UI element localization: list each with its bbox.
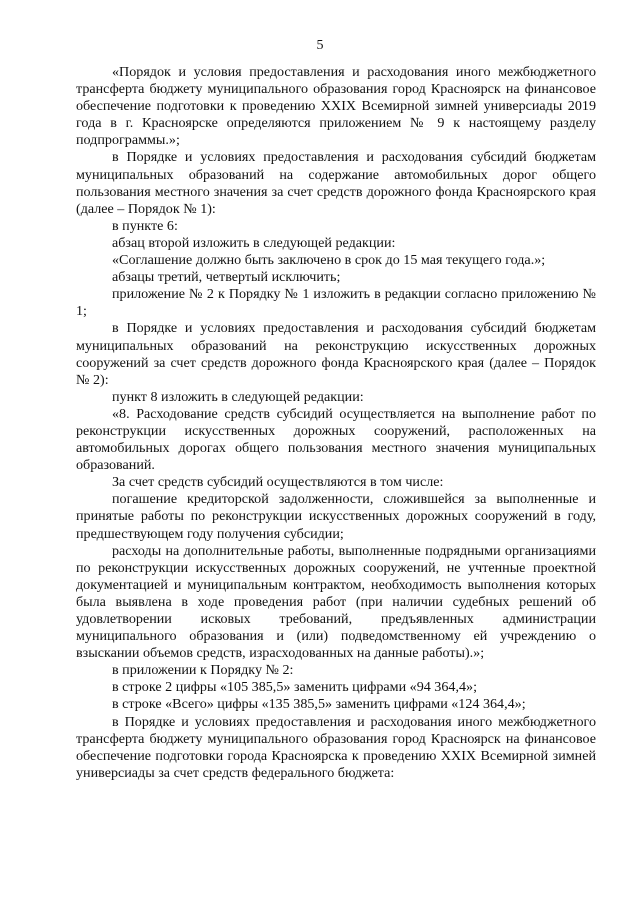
paragraph-point-8: пункт 8 изложить в следующей редакции: [112, 388, 364, 405]
paragraph-order-2-intro: в Порядке и условиях предоставления и расходования субсидий бюджетам муниципальных образований на реконструкцию искусственных дорожных сооружений за счет средств дорожного фонда Красноярского края (далее – Порядок № 2): [76, 320, 596, 388]
paragraph-federal-transfer: в Порядке и условиях предоставления и расходования иного межбюджетного трансферта бюджету муниципального образования город Красноярск на финансовое обеспечение подготовки города Красноярска к проведению XXIX Всемирной зимней универсиады за счет средств федерального бюджета: [76, 713, 596, 781]
paragraph-clauses-removed: абзацы третий, четвертый исключить; [112, 269, 341, 286]
paragraph-subsidy-funds: За счет средств субсидий осуществляются в том числе: [112, 474, 444, 491]
paragraph-second-clause: абзац второй изложить в следующей редакции: [112, 234, 396, 251]
paragraph-point-6: в пункте 6: [112, 217, 178, 234]
document-body [76, 64, 596, 782]
paragraph-order-2-appendix: в приложении к Порядку № 2: [112, 662, 294, 679]
paragraph-additional-works: расходы на дополнительные работы, выполненные подрядными организациями по реконструкции искусственных дорожных сооружений, не учтенные проектной документацией и муниципальным контрактом, необходимость выполнения которых была выявлена в ходе проведения работ (при наличии судебных решений об удовлетворении исковых требований, предъявленных администрации муниципального образования и (или) подведомственному ей учреждению о взыскании объемов средств, израсходованных на данные работы).»; [76, 542, 596, 662]
paragraph-point-8-text: «8. Расходование средств субсидий осуществляется на выполнение работ по реконструкции искусственных дорожных сооружений, расположенных на автомобильных дорогах общего пользования местного значения муниципальных образований. [76, 405, 596, 474]
paragraph-debt-repayment: погашение кредиторской задолженности, сложившейся за выполненные и принятые работы по реконструкции искусственных дорожных сооружений в году, предшествующем году получения субсидии; [76, 491, 596, 542]
paragraph-row-2: в строке 2 цифры «105 385,5» заменить цифрами «94 364,4»; [112, 679, 477, 696]
paragraph-order-1-intro: в Порядке и условиях предоставления и расходования субсидий бюджетам муниципальных образований на содержание автомобильных дорог общего пользования местного значения за счет средств дорожного фонда Красноярского края (далее – Порядок № 1): [76, 149, 596, 217]
paragraph-universiade-order: «Порядок и условия предоставления и расходования иного межбюджетного трансферта бюджету муниципального образования город Красноярск на финансовое обеспечение подготовки к проведению XXIX Всемирной зимней универсиады 2019 года в г. Красноярске определяются приложением № 9 к настоящему разделу подпрограммы.»; [76, 64, 596, 149]
paragraph-row-total: в строке «Всего» цифры «135 385,5» заменить цифрами «124 364,4»; [112, 696, 526, 713]
paragraph-agreement-deadline: «Соглашение должно быть заключено в срок до 15 мая текущего года.»; [112, 252, 546, 269]
paragraph-appendix-2: приложение № 2 к Порядку № 1 изложить в редакции согласно приложению № 1; [76, 286, 596, 320]
page-number: 5 [316, 38, 324, 53]
